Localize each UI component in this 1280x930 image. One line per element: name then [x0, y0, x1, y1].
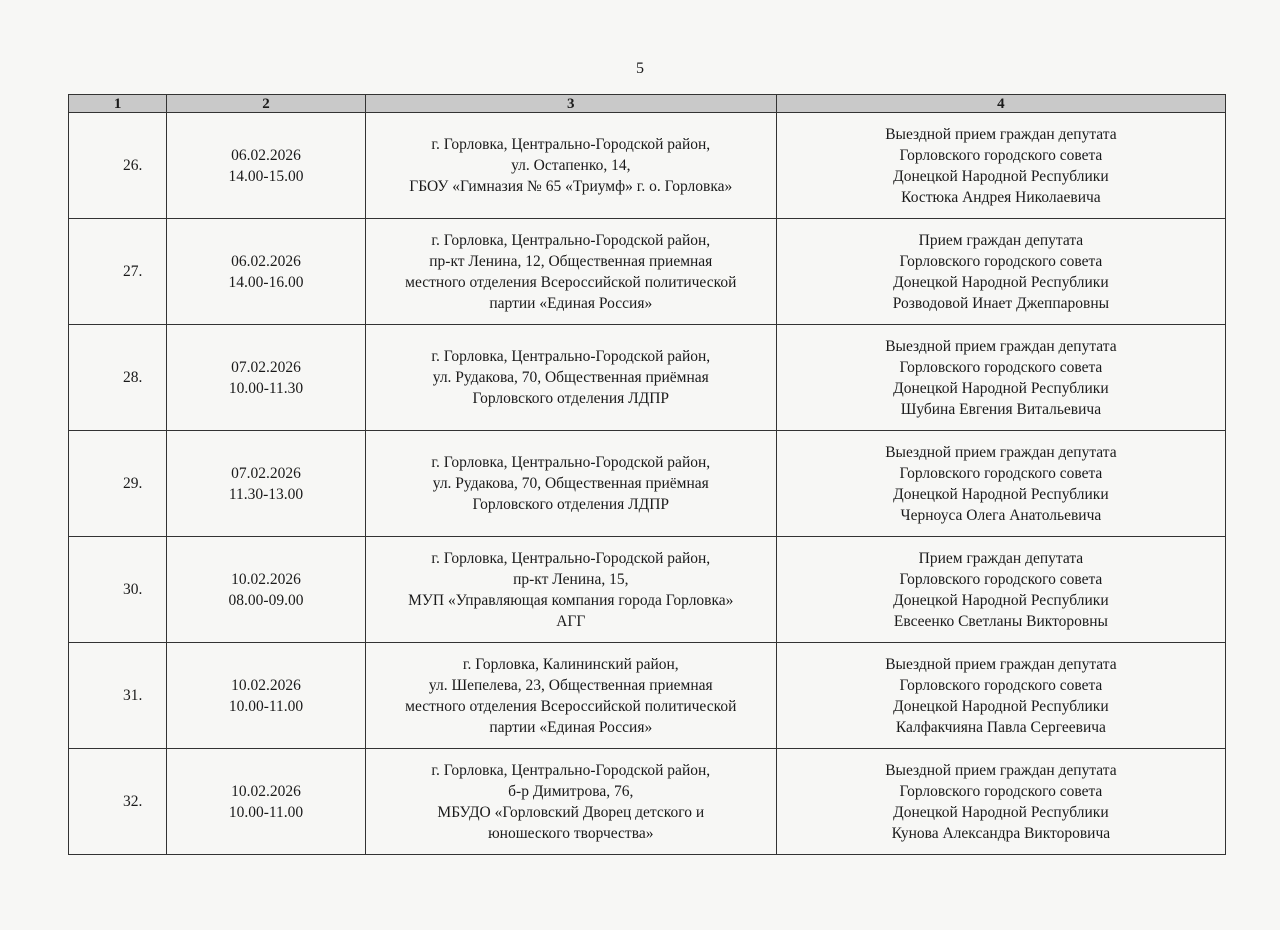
page-number: 5 [636, 60, 644, 77]
event-date: 06.02.2026 [231, 146, 301, 164]
address-line: партии «Единая Россия» [489, 718, 653, 736]
event-time: 10.00-11.00 [228, 697, 304, 715]
table-row [69, 113, 1226, 219]
table-row [69, 749, 1226, 855]
description-line: Кунова Александра Викторовича [891, 824, 1111, 842]
address-cell [365, 537, 776, 643]
description-line: Прием граждан депутата [918, 231, 1084, 249]
date-cell [167, 431, 366, 537]
schedule-table [68, 94, 1226, 855]
row-number: 26. [122, 157, 143, 174]
address-line: юношеского творчества» [488, 824, 654, 842]
address-line: г. Горловка, Калининский район, [462, 655, 679, 673]
event-date: 07.02.2026 [231, 464, 301, 482]
address-line: ул. Рудакова, 70, Общественная приёмная [432, 475, 709, 492]
table-row [69, 219, 1226, 325]
address-line: АГГ [556, 612, 586, 630]
description-line: Горловского городского совета [899, 782, 1103, 800]
table-row [69, 325, 1226, 431]
date-cell [167, 537, 366, 643]
description-line: Калфакчияна Павла Сергеевича [895, 718, 1106, 736]
address-line: Горловского отделения ЛДПР [472, 390, 670, 407]
description-line: Донецкой Народной Республики [893, 167, 1109, 185]
description-line: Выездной прием граждан депутата [885, 761, 1117, 779]
header-row [69, 95, 1226, 113]
event-time: 11.30-13.00 [228, 485, 304, 503]
row-number-cell [69, 749, 167, 855]
event-date: 07.02.2026 [231, 358, 301, 376]
event-time: 10.00-11.00 [228, 803, 304, 821]
description-line: Костюка Андрея Николаевича [901, 188, 1101, 206]
address-cell [365, 749, 776, 855]
address-line: г. Горловка, Центрально-Городской район, [431, 348, 711, 365]
description-line: Донецкой Народной Республики [893, 803, 1109, 821]
description-cell [776, 537, 1225, 643]
description-line: Донецкой Народной Республики [893, 697, 1109, 715]
description-line: Горловского городского совета [899, 676, 1103, 694]
row-number: 32. [122, 793, 143, 810]
date-cell [167, 325, 366, 431]
description-line: Выездной прием граждан депутата [885, 337, 1117, 355]
row-number-cell [69, 643, 167, 749]
event-date: 10.02.2026 [231, 676, 301, 694]
address-line: г. Горловка, Центрально-Городской район, [431, 549, 711, 567]
description-line: Донецкой Народной Республики [893, 273, 1109, 291]
description-line: Горловского городского совета [899, 464, 1103, 482]
column-header: 1 [69, 95, 167, 113]
description-line: Розводовой Инает Джеппаровны [892, 294, 1110, 312]
address-line: ул. Остапенко, 14, [511, 157, 631, 174]
address-line: ул. Шепелева, 23, Общественная приемная [428, 676, 713, 694]
description-cell [776, 325, 1225, 431]
description-line: Горловского городского совета [899, 252, 1103, 270]
description-line: Горловского городского совета [899, 358, 1103, 376]
row-number-cell [69, 431, 167, 537]
table-row [69, 431, 1226, 537]
row-number: 30. [122, 581, 143, 598]
description-cell [776, 113, 1225, 219]
address-cell [365, 219, 776, 325]
description-line: Горловского городского совета [899, 146, 1103, 164]
table-row [69, 643, 1226, 749]
row-number: 29. [122, 475, 143, 492]
description-cell [776, 219, 1225, 325]
description-cell [776, 643, 1225, 749]
row-number-cell [69, 113, 167, 219]
address-cell [365, 431, 776, 537]
row-number: 28. [122, 369, 143, 386]
description-line: Горловского городского совета [899, 570, 1103, 588]
address-line: ГБОУ «Гимназия № 65 «Триумф» г. о. Горловка» [409, 178, 733, 195]
description-line: Прием граждан депутата [918, 549, 1084, 567]
address-cell [365, 113, 776, 219]
event-date: 10.02.2026 [231, 782, 301, 800]
event-time: 14.00-16.00 [228, 273, 304, 291]
address-line: г. Горловка, Центрально-Городской район, [431, 454, 711, 471]
row-number-cell [69, 537, 167, 643]
description-line: Выездной прием граждан депутата [885, 655, 1117, 673]
address-line: местного отделения Всероссийской политической [405, 273, 737, 291]
date-cell [167, 219, 366, 325]
address-line: партии «Единая Россия» [489, 294, 653, 312]
address-line: г. Горловка, Центрально-Городской район, [431, 761, 711, 779]
address-line: Горловского отделения ЛДПР [472, 496, 670, 513]
description-line: Донецкой Народной Республики [893, 485, 1109, 503]
column-header: 3 [365, 95, 776, 113]
event-time: 10.00-11.30 [228, 379, 304, 397]
date-cell [167, 643, 366, 749]
address-cell [365, 643, 776, 749]
description-line: Евсеенко Светланы Викторовны [893, 612, 1108, 630]
date-cell [167, 113, 366, 219]
address-line: б-р Димитрова, 76, [508, 782, 634, 800]
address-line: МБУДО «Горловский Дворец детского и [437, 803, 705, 821]
description-line: Выездной прием граждан депутата [885, 125, 1117, 143]
table-row [69, 537, 1226, 643]
row-number: 31. [122, 687, 143, 704]
address-cell [365, 325, 776, 431]
date-cell [167, 749, 366, 855]
address-line: ул. Рудакова, 70, Общественная приёмная [432, 369, 709, 386]
description-line: Выездной прием граждан депутата [885, 443, 1117, 461]
description-line: Донецкой Народной Республики [893, 591, 1109, 609]
column-header: 2 [167, 95, 366, 113]
event-time: 14.00-15.00 [228, 167, 304, 185]
description-line: Шубина Евгения Витальевича [900, 400, 1102, 418]
address-line: г. Горловка, Центрально-Городской район, [431, 136, 711, 153]
event-date: 06.02.2026 [231, 252, 301, 270]
description-cell [776, 431, 1225, 537]
row-number-cell [69, 325, 167, 431]
address-line: пр-кт Ленина, 15, [513, 570, 629, 588]
description-line: Донецкой Народной Республики [893, 379, 1109, 397]
event-time: 08.00-09.00 [228, 591, 304, 609]
description-line: Черноуса Олега Анатольевича [900, 506, 1102, 524]
address-line: г. Горловка, Центрально-Городской район, [431, 231, 711, 249]
address-line: МУП «Управляющая компания города Горловка» [408, 591, 734, 609]
column-header: 4 [776, 95, 1225, 113]
row-number: 27. [122, 263, 143, 280]
address-line: пр-кт Ленина, 12, Общественная приемная [429, 252, 713, 270]
address-line: местного отделения Всероссийской политической [405, 697, 737, 715]
row-number-cell [69, 219, 167, 325]
event-date: 10.02.2026 [231, 570, 301, 588]
description-cell [776, 749, 1225, 855]
